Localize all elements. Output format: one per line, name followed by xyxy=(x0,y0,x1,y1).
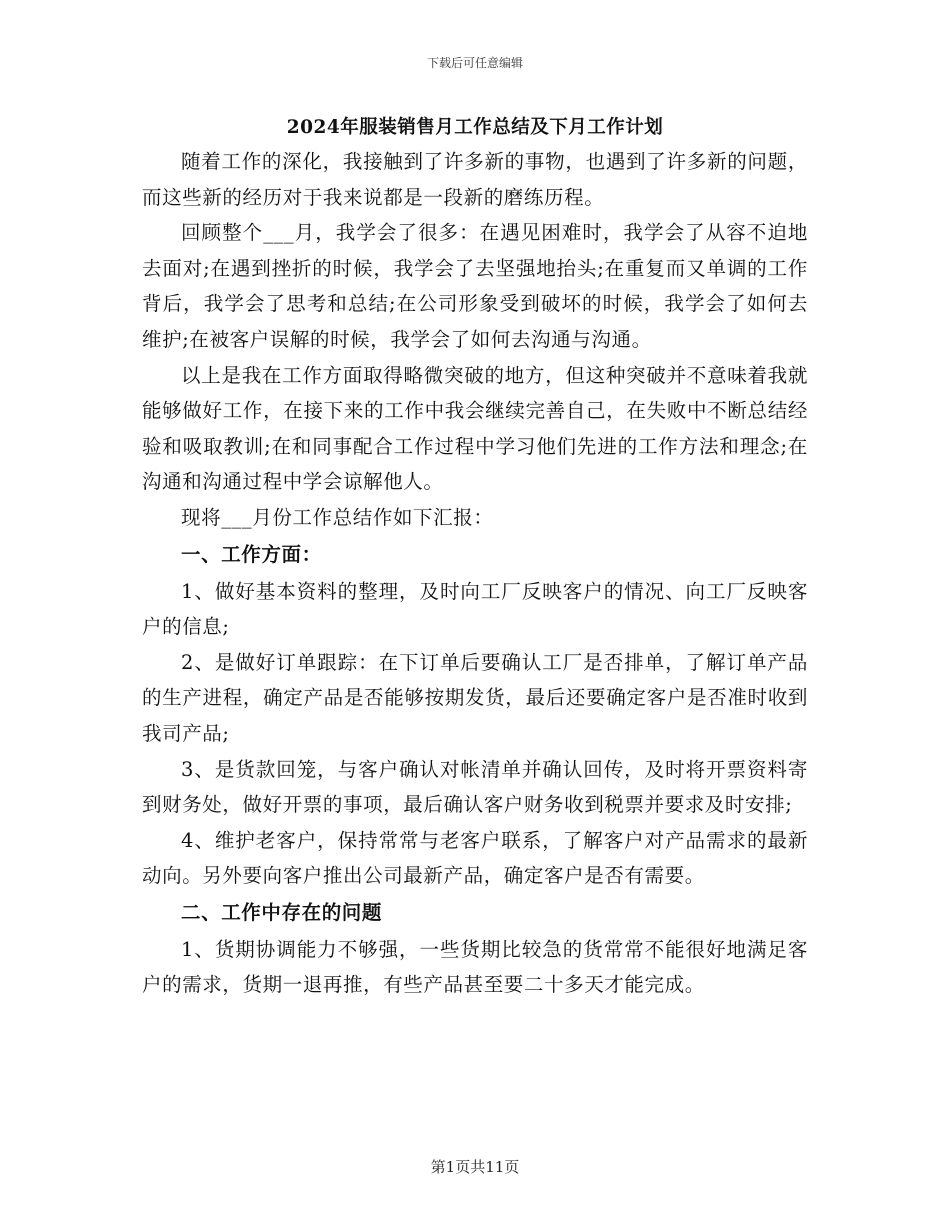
list-item: 2、是做好订单跟踪：在下订单后要确认工厂是否排单，了解订单产品的生产进程，确定产品是否能够按期发货，最后还要确定客户是否准时收到我司产品; xyxy=(142,650,808,745)
page-header-note: 下载后可任意编辑 xyxy=(426,56,523,70)
paragraph: 现将___月份工作总结作如下汇报： xyxy=(181,505,494,529)
list-item: 3、是货款回笼，与客户确认对帐清单并确认回传，及时将开票资料寄到财务处，做好开票的事项，最后确认客户财务收到税票并要求及时安排; xyxy=(142,757,808,817)
paragraph: 以上是我在工作方面取得略微突破的地方，但这种突破并不意味着我就能够做好工作，在接下来的工作中我会继续完善自己，在失败中不断总结经验和吸取教训;在和同事配合工作过程中学习他们先进的工作方法和理念;在沟通和沟通过程中学会谅解他人。 xyxy=(142,363,808,494)
paragraph: 回顾整个___月，我学会了很多：在遇见困难时，我学会了从容不迫地去面对;在遇到挫折的时候，我学会了去坚强地抬头;在重复而又单调的工作背后，我学会了思考和总结;在公司形象受到破坏的时候，我学会了如何去维护;在被客户误解的时候，我学会了如何去沟通与沟通。 xyxy=(142,221,808,351)
document-title: 2024年服装销售月工作总结及下月工作计划 xyxy=(286,117,664,138)
document-body xyxy=(142,112,808,1003)
section-heading-work: 一、工作方面： xyxy=(181,542,322,566)
section-heading-problems: 二、工作中存在的问题 xyxy=(181,900,383,924)
paragraph: 随着工作的深化，我接触到了许多新的事物，也遇到了许多新的问题，而这些新的经历对于我来说都是一段新的磨练历程。 xyxy=(142,150,808,209)
list-item: 1、货期协调能力不够强，一些货期比较急的货常常不能很好地满足客户的需求，货期一退再推，有些产品甚至要二十多天才能完成。 xyxy=(142,937,808,997)
page-footer-number: 第1页共11页 xyxy=(430,1158,520,1176)
list-item: 4、维护老客户，保持常常与老客户联系，了解客户对产品需求的最新动向。另外要向客户推出公司最新产品，确定客户是否有需要。 xyxy=(142,828,808,888)
list-item: 1、做好基本资料的整理，及时向工厂反映客户的情况、向工厂反映客户的信息; xyxy=(142,579,808,639)
